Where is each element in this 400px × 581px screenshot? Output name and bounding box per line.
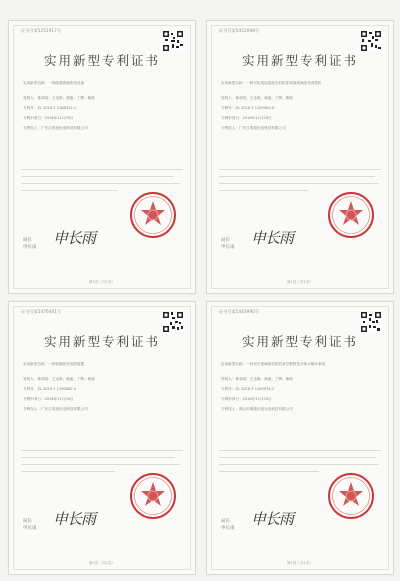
application-date: 专利申请日：2016年11月03日 <box>221 116 272 120</box>
patentee: 专利权人：广东江粤旭光电科技有限公司 <box>221 126 286 130</box>
certificate-body <box>221 362 379 417</box>
application-date: 专利申请日：2016年11月03日 <box>23 397 74 401</box>
official-seal-icon <box>129 191 177 239</box>
signer-label: 局长 申长雨 <box>221 238 235 250</box>
certificate-title: 实用新型专利证书 <box>241 53 358 68</box>
certificate-title: 实用新型专利证书 <box>43 334 160 349</box>
page-number: 第1页（共1页） <box>286 280 314 284</box>
patentee: 专利权人：佛山市顺德区旭光电科技有限公司 <box>221 407 293 411</box>
inventors: 发明人：林卓明；王达明；黄毅；丁辉；柴锐 <box>23 96 95 100</box>
patent-number: 专利号：ZL 2016 2 1189974.2 <box>221 387 275 391</box>
utility-model-name: 实用新型名称：一种可实现连续进出料的非球面玻璃热弯成型机 <box>221 81 322 85</box>
director-signature: 申长雨 <box>251 229 294 247</box>
inventors: 发明人：林卓明；王达明；黄毅；丁辉；柴锐 <box>221 377 293 381</box>
patent-number: 专利号：ZL 2016 2 1188312.1 <box>23 106 77 110</box>
certificate-1 <box>8 20 196 294</box>
utility-model-name: 实用新型名称：一种曲面玻璃热弯设备 <box>23 81 85 85</box>
application-date: 专利申请日：2016年11月03日 <box>23 116 74 120</box>
page-number: 第1页（共1页） <box>88 280 116 284</box>
certificate-number: 证书号第5252917号 <box>21 28 62 33</box>
official-seal-icon <box>327 191 375 239</box>
qr-code-icon <box>361 31 381 51</box>
certificate-number: 证书号第5452098号 <box>219 28 260 33</box>
certificate-number: 证书号第5476401号 <box>21 309 62 314</box>
inventors: 发明人：林卓明；王达明；黄毅；丁辉；柴锐 <box>23 377 95 381</box>
certificate-title: 实用新型专利证书 <box>241 334 358 349</box>
page-number: 第1页（共1页） <box>88 561 116 565</box>
director-signature: 申长雨 <box>251 510 294 528</box>
certificate-body <box>23 81 181 136</box>
utility-model-name: 实用新型名称：一种用于玻璃热弯机的真空吸附及冷却水循环系统 <box>221 362 326 366</box>
certificate-title: 实用新型专利证书 <box>43 53 160 68</box>
certificate-number: 证书号第5443990号 <box>219 309 260 314</box>
director-signature: 申长雨 <box>53 229 96 247</box>
qr-code-icon <box>361 312 381 332</box>
official-seal-icon <box>129 472 177 520</box>
signer-label: 局长 申长雨 <box>23 238 37 250</box>
patent-number: 专利号：ZL 2016 2 1190082.4 <box>23 387 77 391</box>
director-signature: 申长雨 <box>53 510 96 528</box>
signer-label: 局长 申长雨 <box>221 519 235 531</box>
certificate-4 <box>206 301 394 575</box>
utility-model-name: 实用新型名称：一种玻璃热弯成型装置 <box>23 362 85 366</box>
patentee: 专利权人：广东江粤旭光电科技有限公司 <box>23 126 88 130</box>
page-number: 第1页（共1页） <box>286 561 314 565</box>
patent-number: 专利号：ZL 2016 2 1189063.X <box>221 106 275 110</box>
certificate-3 <box>8 301 196 575</box>
certificate-2 <box>206 20 394 294</box>
certificate-body <box>23 362 181 417</box>
application-date: 专利申请日：2016年11月03日 <box>221 397 272 401</box>
qr-code-icon <box>163 31 183 51</box>
signer-label: 局长 申长雨 <box>23 519 37 531</box>
inventors: 发明人：林卓明；王达明；黄毅；丁辉；柴锐 <box>221 96 293 100</box>
patentee: 专利权人：广东江粤旭光电科技有限公司 <box>23 407 88 411</box>
qr-code-icon <box>163 312 183 332</box>
official-seal-icon <box>327 472 375 520</box>
certificate-body <box>221 81 379 136</box>
